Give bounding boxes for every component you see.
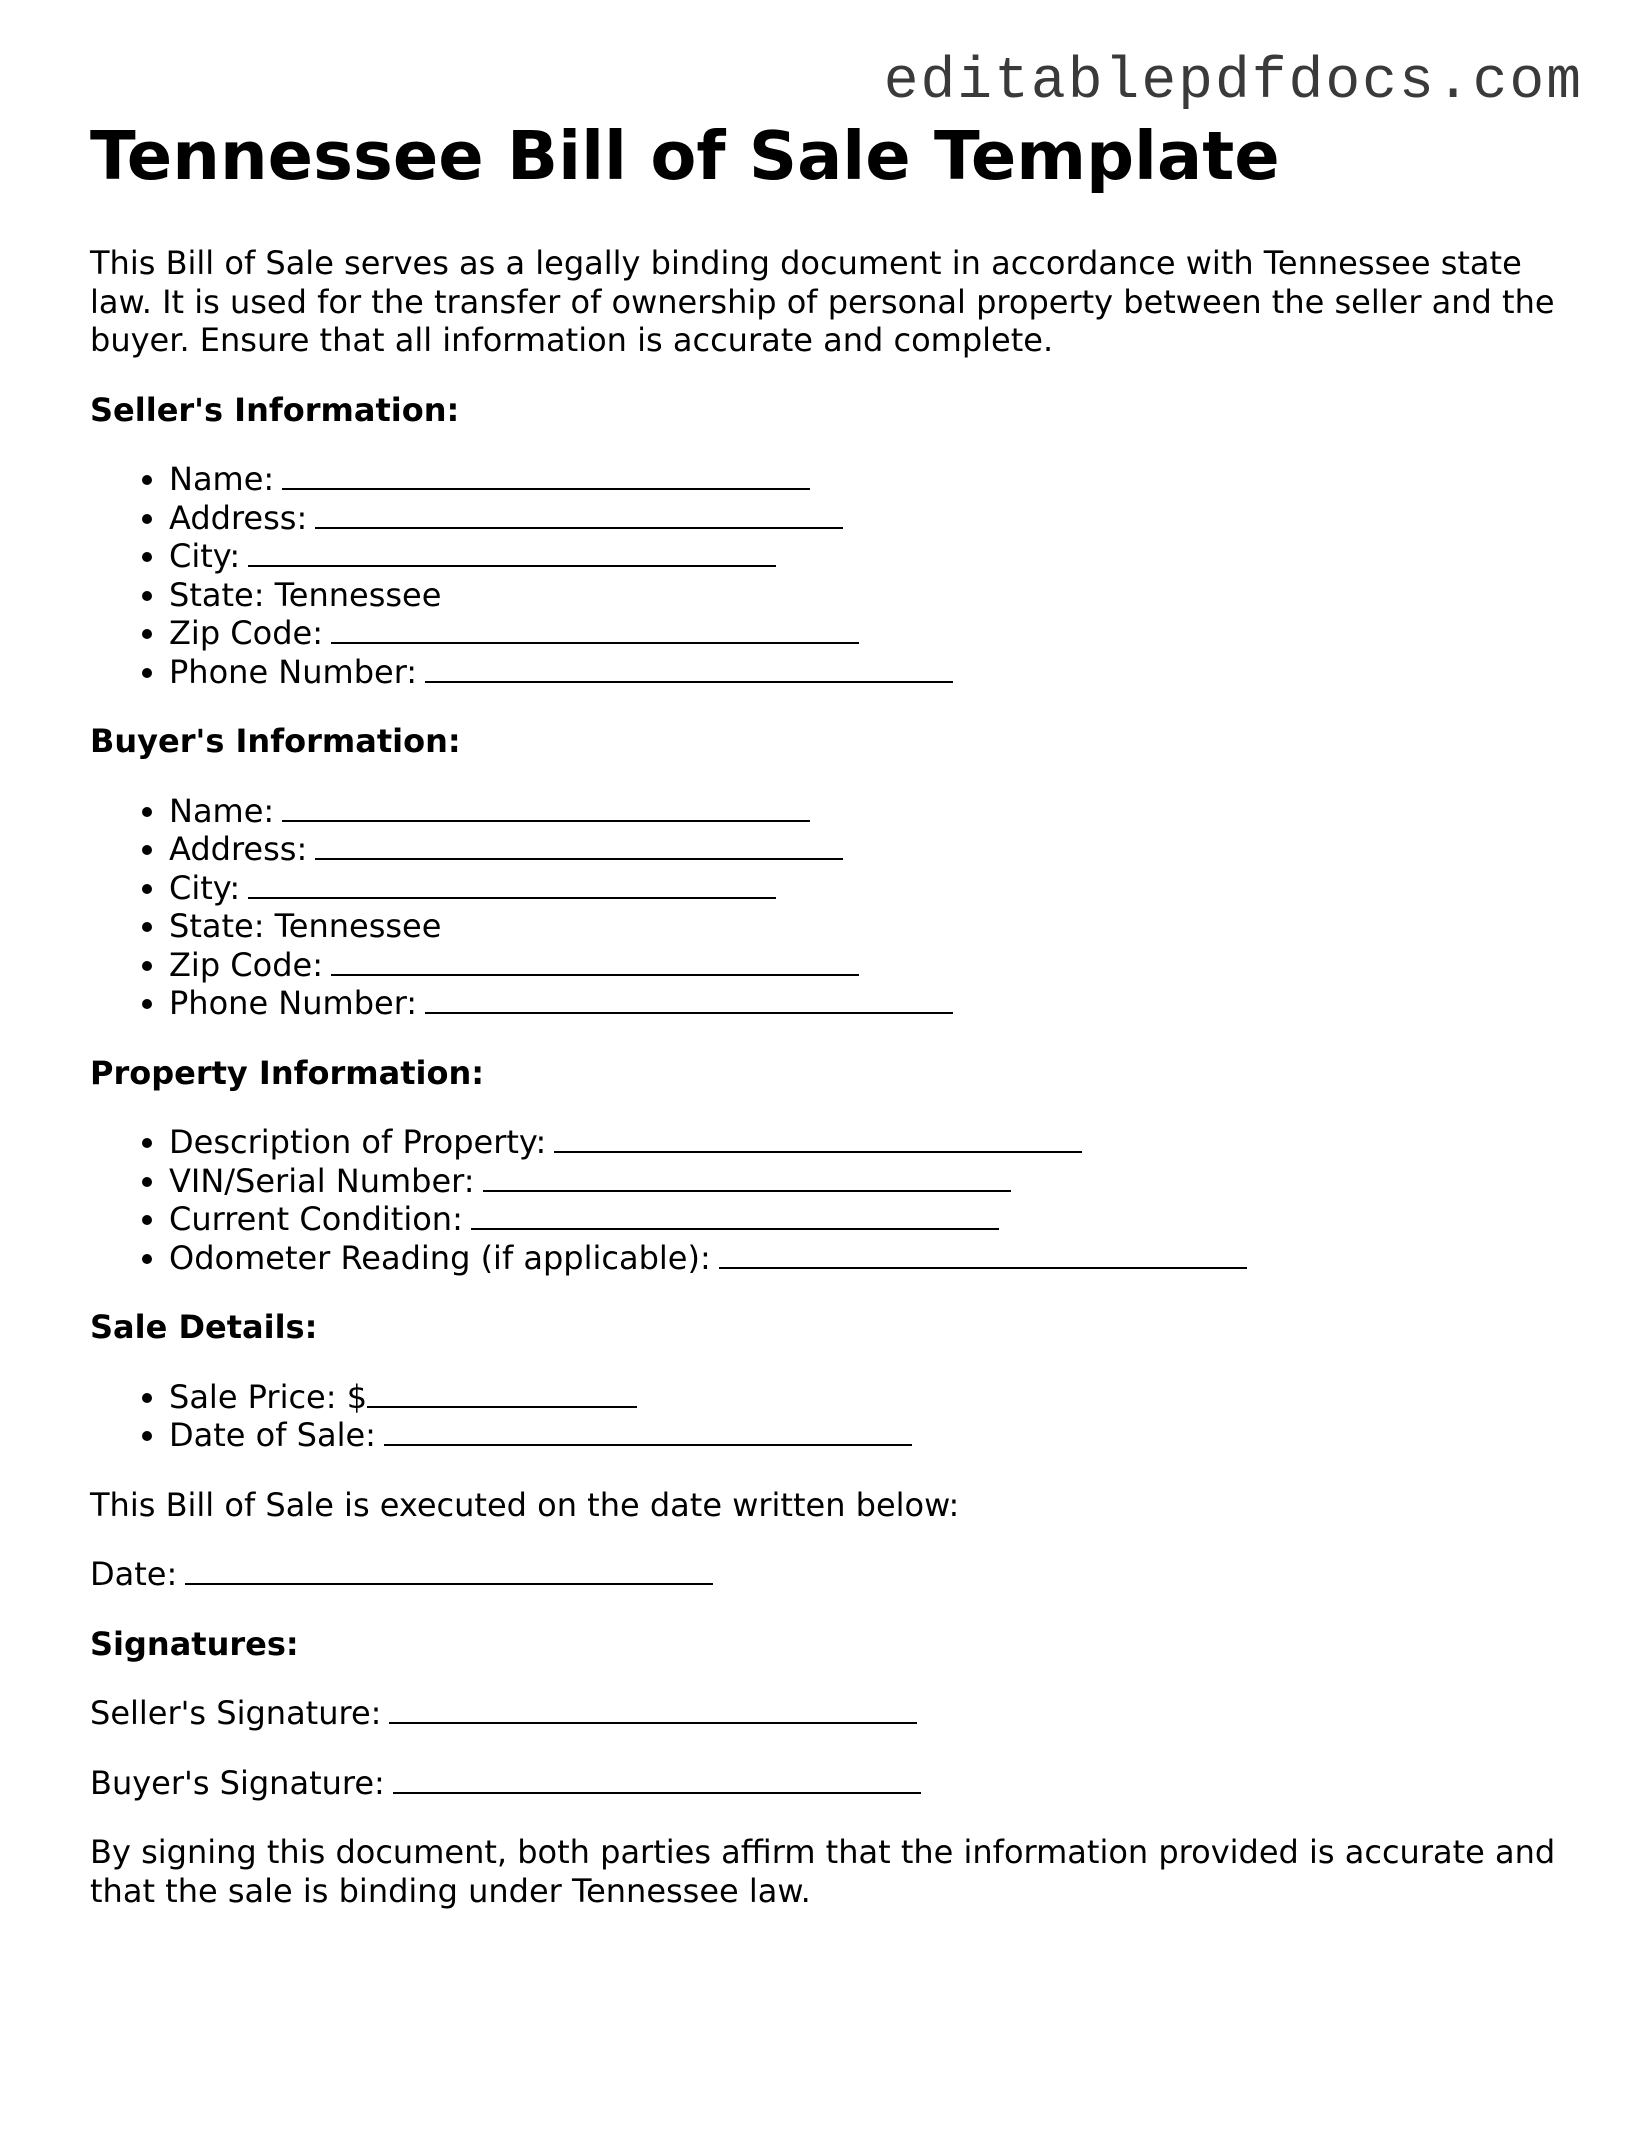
buyer-name-blank[interactable] xyxy=(282,792,810,822)
document-page xyxy=(90,112,1560,1910)
buyer-address-field xyxy=(169,830,1560,869)
seller-address-blank[interactable] xyxy=(315,499,843,529)
buyer-state-field xyxy=(169,907,1560,946)
field-label: City: xyxy=(169,537,241,575)
buyer-signature-blank[interactable] xyxy=(393,1764,921,1794)
field-label: Zip Code: xyxy=(169,614,323,652)
page-title: Tennessee Bill of Sale Template xyxy=(90,117,1280,195)
buyer-heading: Buyer's Information: xyxy=(90,722,461,760)
seller-zip-field xyxy=(169,614,1560,653)
sale-price-field xyxy=(169,1378,1560,1417)
seller-heading: Seller's Information: xyxy=(90,390,460,429)
property-condition-field xyxy=(169,1200,1560,1239)
field-label: State: Tennessee xyxy=(169,907,442,945)
seller-signature-label: Seller's Signature: xyxy=(90,1694,382,1732)
property-description-blank[interactable] xyxy=(554,1123,1082,1153)
property-description-field xyxy=(169,1123,1560,1162)
seller-state-field xyxy=(169,576,1560,615)
field-label: Name: xyxy=(169,460,275,498)
field-label: Sale Price: $ xyxy=(169,1377,368,1416)
sale-price-blank[interactable] xyxy=(367,1378,637,1408)
field-label: Zip Code: xyxy=(169,945,323,984)
buyer-signature-line xyxy=(90,1764,1560,1803)
buyer-address-blank[interactable] xyxy=(315,830,843,860)
seller-city-blank[interactable] xyxy=(248,537,776,567)
buyer-city-field xyxy=(169,869,1560,908)
field-label: Address: xyxy=(169,498,308,537)
field-label: VIN/Serial Number: xyxy=(169,1161,475,1200)
seller-name-blank[interactable] xyxy=(282,460,810,490)
field-label: Current Condition: xyxy=(169,1200,463,1238)
watermark: editablepdfdocs.com xyxy=(883,50,1583,115)
sale-fields xyxy=(90,1378,1560,1455)
field-label: Odometer Reading (if applicable): xyxy=(169,1238,711,1277)
seller-address-field xyxy=(169,499,1560,538)
property-heading: Property Information: xyxy=(90,1053,485,1092)
seller-fields xyxy=(90,460,1560,691)
date-blank[interactable] xyxy=(185,1555,713,1585)
property-vin-blank[interactable] xyxy=(483,1162,1011,1192)
buyer-name-field xyxy=(169,792,1560,831)
buyer-fields xyxy=(90,792,1560,1023)
property-fields xyxy=(90,1123,1560,1277)
seller-name-field xyxy=(169,460,1560,499)
intro-paragraph: This Bill of Sale serves as a legally binding document in accordance with Tennessee state law. It is used for the transfer of ownership of personal property between the seller and the buyer. Ensure that all information is accurate and complete. xyxy=(90,244,1555,359)
field-label: Phone Number: xyxy=(169,984,418,1022)
sale-heading: Sale Details: xyxy=(90,1308,318,1346)
field-label: Name: xyxy=(169,791,275,830)
field-label: Date of Sale: xyxy=(169,1416,376,1454)
property-condition-blank[interactable] xyxy=(471,1200,999,1230)
buyer-phone-blank[interactable] xyxy=(425,984,953,1014)
seller-signature-line xyxy=(90,1694,1560,1733)
field-label: Address: xyxy=(169,830,308,868)
date-label: Date: xyxy=(90,1555,178,1593)
buyer-signature-label: Buyer's Signature: xyxy=(90,1763,385,1802)
seller-zip-blank[interactable] xyxy=(331,614,859,644)
sale-date-blank[interactable] xyxy=(384,1416,912,1446)
buyer-zip-blank[interactable] xyxy=(331,946,859,976)
buyer-phone-field xyxy=(169,984,1560,1023)
seller-signature-blank[interactable] xyxy=(389,1694,917,1724)
field-label: Phone Number: xyxy=(169,652,418,691)
execution-text: This Bill of Sale is executed on the date written below: xyxy=(90,1485,960,1524)
property-vin-field xyxy=(169,1162,1560,1201)
seller-city-field xyxy=(169,537,1560,576)
property-odometer-blank[interactable] xyxy=(719,1239,1247,1269)
field-label: State: Tennessee xyxy=(169,575,442,614)
field-label: City: xyxy=(169,868,241,907)
date-line xyxy=(90,1555,1560,1594)
field-label: Description of Property: xyxy=(169,1123,547,1161)
seller-phone-field xyxy=(169,653,1560,692)
property-odometer-field xyxy=(169,1239,1560,1278)
sale-date-field xyxy=(169,1416,1560,1455)
buyer-city-blank[interactable] xyxy=(248,869,776,899)
signatures-heading: Signatures: xyxy=(90,1624,299,1663)
buyer-zip-field xyxy=(169,946,1560,985)
closing-paragraph: By signing this document, both parties affirm that the information provided is accurate and that the sale is binding under Tennessee law. xyxy=(90,1833,1556,1910)
seller-phone-blank[interactable] xyxy=(425,653,953,683)
